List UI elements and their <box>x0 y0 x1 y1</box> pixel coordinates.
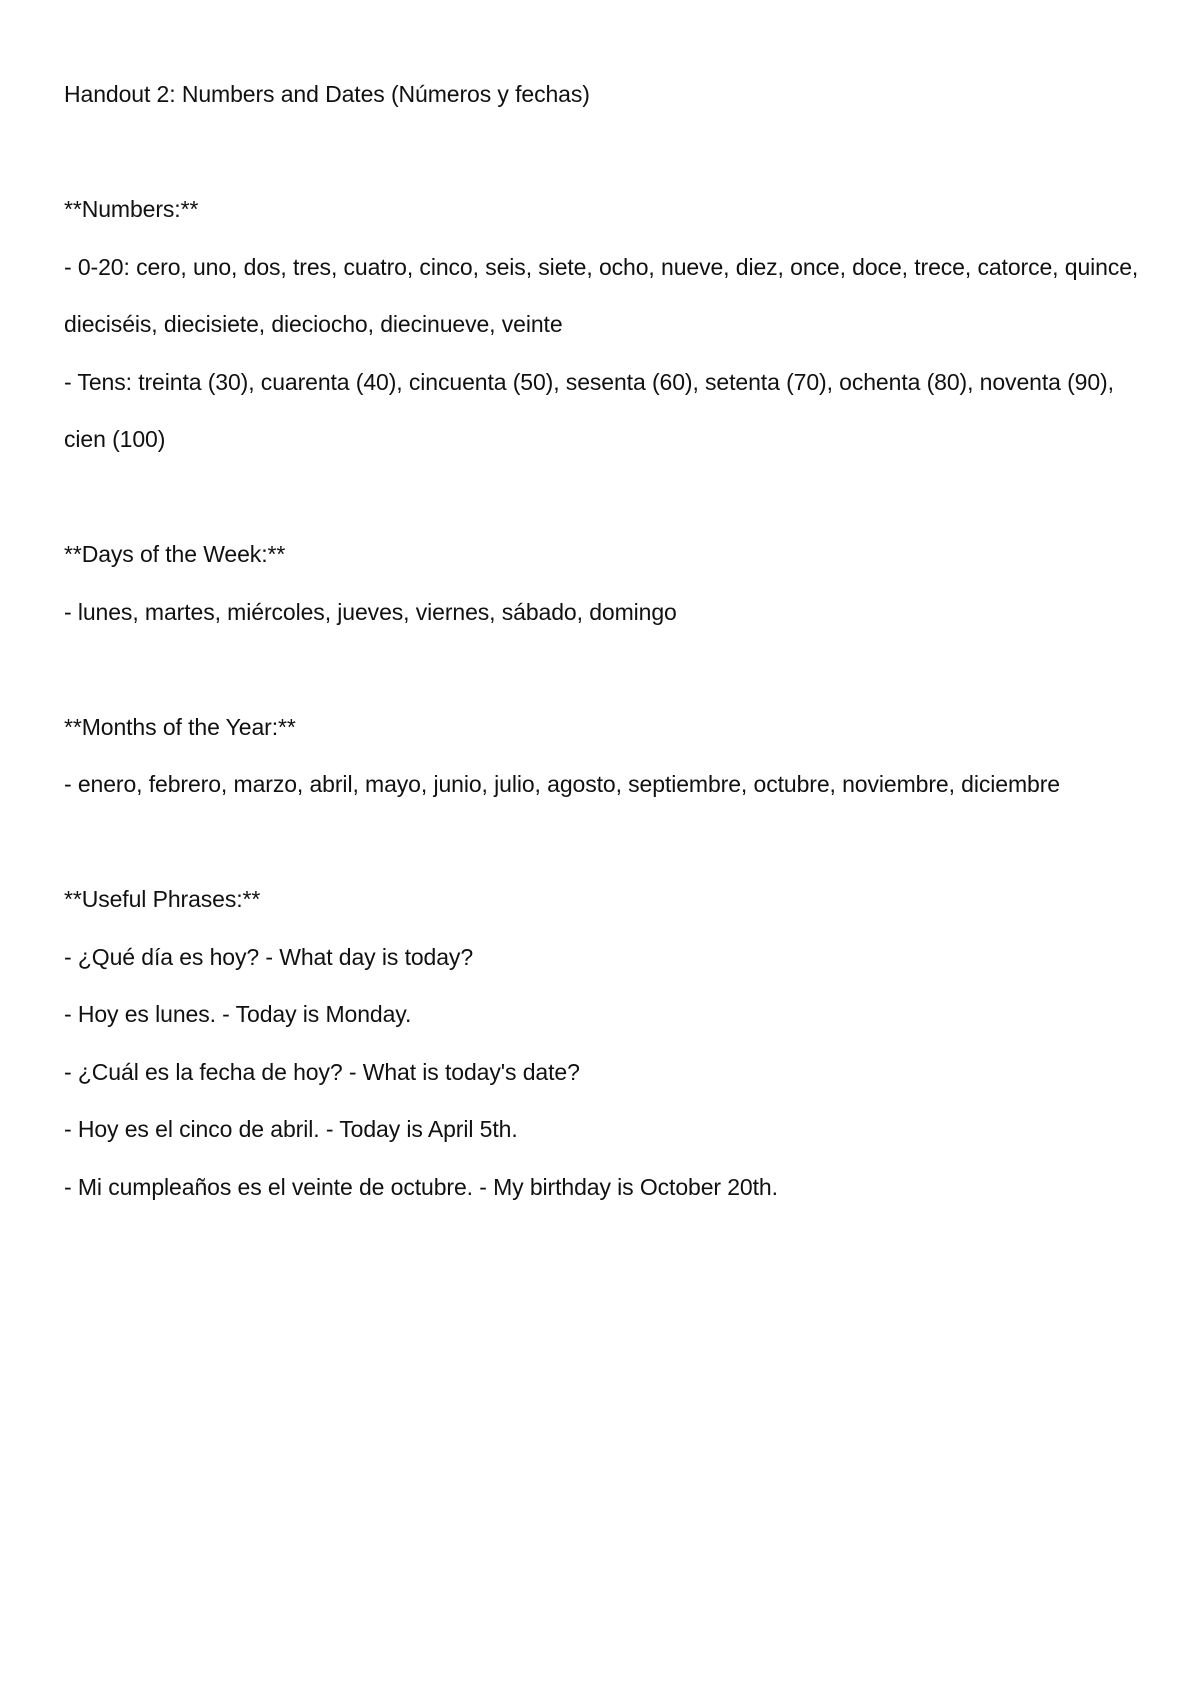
phrase-line: - Hoy es lunes. - Today is Monday. <box>64 1001 412 1027</box>
page-title: Handout 2: Numbers and Dates (Números y fechas) <box>64 81 590 107</box>
months-line: - enero, febrero, marzo, abril, mayo, junio, julio, agosto, septiembre, octubre, noviembre, diciembre <box>64 771 1060 797</box>
numbers-line-0-20: - 0-20: cero, uno, dos, tres, cuatro, cinco, seis, siete, ocho, nueve, diez, once, doce, trece, catorce, quince, dieciséis, diecisiete, dieciocho, diecinueve, veinte <box>64 253 1145 337</box>
spacer <box>64 124 1154 182</box>
phrase-line: - ¿Cuál es la fecha de hoy? - What is today's date? <box>64 1058 580 1085</box>
phrase-line: - ¿Qué día es hoy? - What day is today? <box>64 943 474 970</box>
spacer <box>64 814 1154 872</box>
handout-text <box>64 66 1154 1216</box>
spacer <box>64 469 1154 527</box>
section-heading-months: **Months of the Year:** <box>64 713 296 740</box>
section-heading-days: **Days of the Week:** <box>64 541 286 567</box>
section-heading-numbers: **Numbers:** <box>64 196 199 222</box>
days-line: - lunes, martes, miércoles, jueves, viernes, sábado, domingo <box>64 598 677 625</box>
section-heading-phrases: **Useful Phrases:** <box>64 886 261 912</box>
spacer <box>64 641 1154 699</box>
phrase-line: - Mi cumpleaños es el veinte de octubre. - My birthday is October 20th. <box>64 1173 778 1200</box>
phrase-line: - Hoy es el cinco de abril. - Today is April 5th. <box>64 1116 518 1142</box>
numbers-line-tens: - Tens: treinta (30), cuarenta (40), cincuenta (50), sesenta (60), setenta (70), ochenta (80), noventa (90), cien (100) <box>64 368 1121 452</box>
